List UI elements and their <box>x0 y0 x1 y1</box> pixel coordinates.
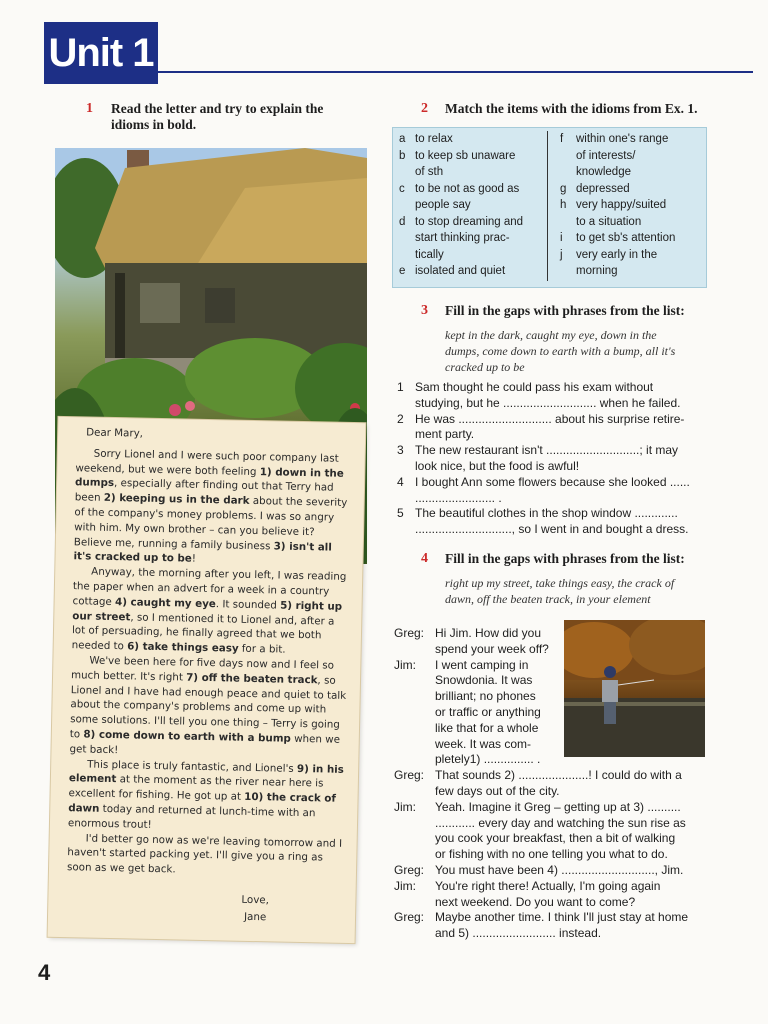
dialogue-line-4: Jim: Yeah. Imagine it Greg – getting up at 3) .......... ............ every day and watching the sun rise as you cook your breakfast, then a bit of walking or fishing with no one telling you what to do. <box>394 799 686 862</box>
ex3-sentences <box>397 380 707 538</box>
ex1-number: 1 <box>86 101 93 116</box>
match-divider <box>547 131 548 281</box>
ex2-title: Match the items with the idioms from Ex. 1. <box>445 101 698 116</box>
match-item-b: b to keep sb unaware <box>399 149 516 162</box>
matching-box <box>392 127 707 288</box>
match-item-c: c to be not as good as <box>399 182 520 195</box>
ex4-phrase-list: right up my street, take things easy, the crack of dawn, off the beaten track, in your element <box>445 576 675 606</box>
letter-card <box>48 417 366 943</box>
letter-signature: Jane <box>243 910 267 924</box>
header-rule <box>158 71 753 73</box>
dialogue-line-2: Jim: I went camping in Snowdonia. It was brilliant; no phones or traffic or anything like that for a whole week. It was com- pletely1) ............... . <box>394 657 541 767</box>
ex3-title: Fill in the gaps with phrases from the list: <box>445 303 685 318</box>
letter-paragraph-2: Anyway, the morning after you left, I was reading the paper when an advert for a week in a country cottage 4) caught my eye. It sounded 5) right up our street, so I mentioned it to Lionel and, after a lot of persuading, he finally agreed that we both needed to 6) take things easy for a bit. <box>71 565 347 656</box>
letter-greeting: Dear Mary, <box>86 426 144 440</box>
ex3-sentence-2: 2 He was ............................ about his surprise retire- ment party. <box>397 411 685 442</box>
letter-paragraph-1: Sorry Lionel and I were such poor company last weekend, but we were both feeling 1) down in the dumps, especially after finding out that Terry had been 2) keeping us in the dark about the severity of the company's money problems. I was so angry with him. My own brother – can you believe it? Believe me, running a family business 3) isn't all it's cracked up to be! <box>73 447 348 566</box>
match-item-j: j very early in the <box>560 248 658 261</box>
match-right-column: f within one's range of interests/ knowledge g depressed h very happy/suited to a situation i to get sb's attention j very early in the morning <box>560 131 700 280</box>
letter-paragraph-5: I'd better go now as we're leaving tomorrow and I haven't started packing yet. I'll give you a ring as soon as we get back. <box>66 832 343 876</box>
match-item-i: i to get sb's attention <box>560 232 676 244</box>
dialogue-line-1: Greg: Hi Jim. How did you spend your week off? <box>394 626 549 656</box>
letter-paragraph-4: This place is truly fantastic, and Lionel's 9) in his element at the moment as the river near here is excellent for fishing. He got up at 10) the crack of dawn today and returned at lunch-time with an enormous trout! <box>67 758 345 831</box>
match-item-h: h very happy/suited <box>560 199 667 211</box>
letter-closing: Love, <box>241 893 270 907</box>
match-item-e: e isolated and quiet <box>399 265 506 277</box>
ex3-sentence-5: 5 The beautiful clothes in the shop window ............. ............................., so I went in and bought a dress. <box>397 506 689 537</box>
match-item-g: g depressed <box>560 182 630 195</box>
dialogue-line-5: Greg: You must have been 4) ............................, Jim. <box>394 862 684 877</box>
ex3-number: 3 <box>421 303 428 318</box>
match-item-a: a to relax <box>399 133 453 145</box>
ex1-title: Read the letter and try to explain the idioms in bold. <box>111 101 324 132</box>
match-left-column: a to relax b to keep sb unaware of sth c to be not as good as people say d to stop dreaming and start thinking prac- tically e isolated and quiet <box>399 131 549 280</box>
ex3-sentence-1: 1 Sam thought he could pass his exam without studying, but he ............................ when he failed. <box>397 380 681 410</box>
ex4-dialogue <box>394 626 714 942</box>
ex2-number: 2 <box>421 101 428 116</box>
dialogue-line-7: Greg: Maybe another time. I think I'll just stay at home and 5) ......................... instead. <box>394 910 689 941</box>
ex3-phrase-list: kept in the dark, caught my eye, down in the dumps, come down to earth with a bump, all it's cracked up to be <box>445 328 676 374</box>
ex3-sentence-3: 3 The new restaurant isn't ............................; it may look nice, but the food is awful! <box>397 443 679 473</box>
dialogue-line-3: Greg: That sounds 2) .....................! I could do with a few days out of the city. <box>394 768 682 798</box>
ex4-number: 4 <box>421 551 428 566</box>
ex4-title: Fill in the gaps with phrases from the list: <box>445 551 685 566</box>
match-item-f: f within one's range <box>560 133 669 145</box>
letter-paragraph-3: We've been here for five days now and I feel so much better. It's right 7) off the beaten track, so Lionel and I have had enough peace and quiet to talk about the company's problems and come up with some solutions. I'll tell you one thing – Terry is going to 8) come down to earth with a bump when we get back! <box>69 654 347 756</box>
dialogue-line-6: Jim: You're right there! Actually, I'm going again next weekend. Do you want to come? <box>394 878 661 909</box>
page-number: 4 <box>38 960 51 985</box>
unit-title: Unit 1 <box>44 22 158 84</box>
ex3-sentence-4: 4 I bought Ann some flowers because she looked ...... ........................ . <box>397 474 690 505</box>
match-item-d: d to stop dreaming and <box>399 215 524 228</box>
